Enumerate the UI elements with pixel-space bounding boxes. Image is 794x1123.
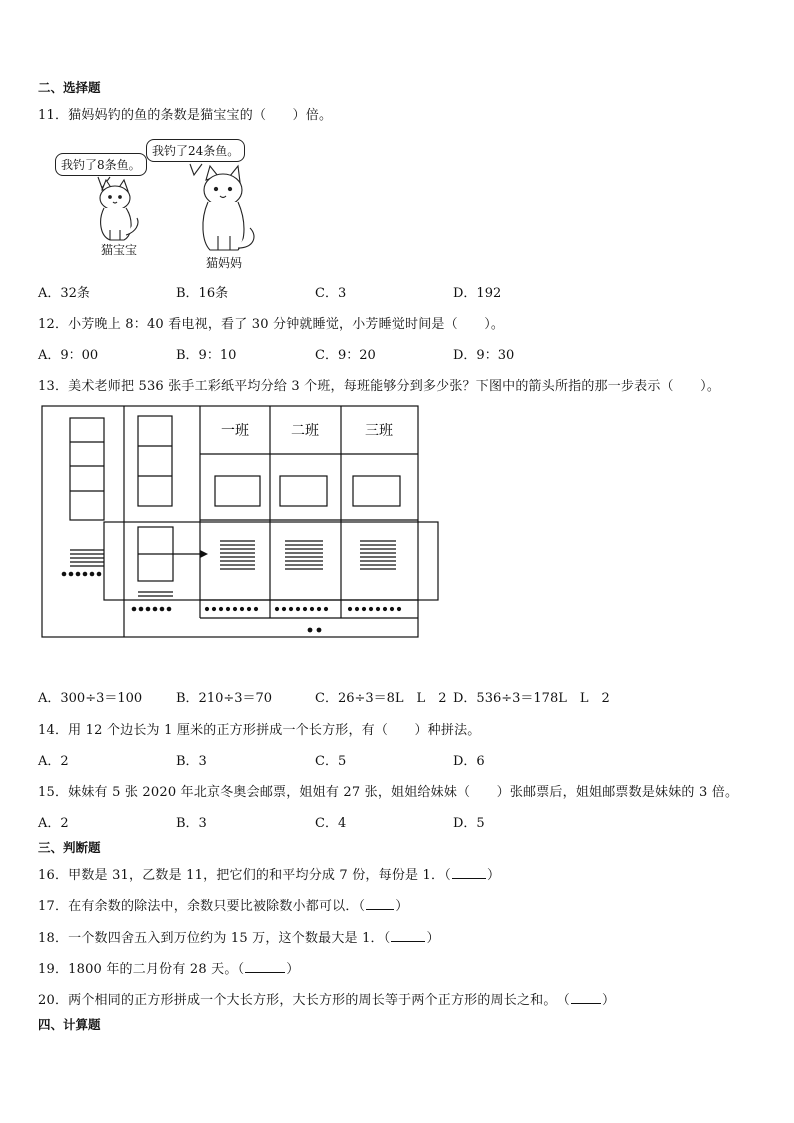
question-16 xyxy=(38,864,500,883)
kitten-speech-bubble: 我钓了8条鱼。 xyxy=(55,153,147,176)
question-18 xyxy=(38,927,440,946)
pointer-arrow-icon xyxy=(173,550,208,558)
class-header-1: 一班 xyxy=(221,423,249,439)
question-20-text: 20．两个相同的正方形拼成一个大长方形，大长方形的周长等于两个正方形的周长之和。 （ xyxy=(38,993,570,1008)
cats-drawing xyxy=(40,140,300,280)
answer-blank-17[interactable] xyxy=(366,897,394,910)
answer-blank-19[interactable] xyxy=(245,960,285,973)
question-19 xyxy=(38,958,299,977)
question-17-close: ） xyxy=(395,899,409,914)
q11-option-a: A．32条 xyxy=(38,286,90,301)
question-11-text: 11．猫妈妈钓的鱼的条数是猫宝宝的（ ）倍。 xyxy=(38,108,333,123)
question-16-text: 16．甲数是 31，乙数是 11，把它们的和平均分成 7 份，每份是 1．（ xyxy=(38,868,451,883)
division-diagram xyxy=(40,404,460,644)
question-20 xyxy=(38,989,615,1008)
section-heading-calculation: 四、计算题 xyxy=(38,1017,101,1032)
class-header-2: 二班 xyxy=(291,423,319,439)
question-20-close: ） xyxy=(601,993,616,1008)
question-17-text: 17．在有余数的除法中，余数只要比被除数小都可以．（ xyxy=(38,899,366,914)
q11-option-c: C．3 xyxy=(315,286,347,301)
q14-option-a: A．2 xyxy=(38,754,69,769)
q15-option-c: C．4 xyxy=(315,816,347,831)
q12-option-b: B．9：10 xyxy=(176,348,237,363)
kitten-label: 猫宝宝 xyxy=(101,243,138,257)
q13-option-c: C．26÷3＝8L L 2 xyxy=(315,691,447,706)
question-12-text: 12．小芳晚上 8：40 看电视，看了 30 分钟就睡觉，小芳睡觉时间是（ ）。 xyxy=(38,317,505,332)
answer-blank-20[interactable] xyxy=(571,991,601,1004)
q11-option-d: D．192 xyxy=(453,286,502,301)
q15-option-b: B．3 xyxy=(176,816,207,831)
question-19-text: 19．1800 年的二月份有 28 天。（ xyxy=(38,962,245,977)
answer-blank-16[interactable] xyxy=(452,866,486,879)
kitten-icon xyxy=(100,180,138,240)
mother-cat-speech-bubble: 我钓了24条鱼。 xyxy=(146,139,245,162)
class-header-3: 三班 xyxy=(365,423,393,439)
q12-option-a: A．9：00 xyxy=(38,348,99,363)
q13-option-a: A．300÷3＝100 xyxy=(38,691,143,706)
q14-option-b: B．3 xyxy=(176,754,207,769)
q12-option-d: D．9：30 xyxy=(453,348,515,363)
answer-blank-18[interactable] xyxy=(391,929,425,942)
mother-cat-icon xyxy=(203,166,254,250)
q14-option-c: C．5 xyxy=(315,754,347,769)
question-13-text: 13．美术老师把 536 张手工彩纸平均分给 3 个班，每班能够分到多少张？下图中的箭头所指的那一步表示（ ）。 xyxy=(38,379,721,394)
question-15-text: 15．妹妹有 5 张 2020 年北京冬奥会邮票，姐姐有 27 张，姐姐给妹妹（ ）张邮票后，姐姐邮票数是妹妹的 3 倍。 xyxy=(38,785,739,800)
question-19-close: ） xyxy=(286,962,300,977)
question-18-close: ） xyxy=(426,931,440,946)
question-18-text: 18．一个数四舍五入到万位约为 15 万，这个数最大是 1．（ xyxy=(38,931,391,946)
question-14-text: 14．用 12 个边长为 1 厘米的正方形拼成一个长方形，有（ ）种拼法。 xyxy=(38,723,481,738)
q13-option-b: B．210÷3＝70 xyxy=(176,691,273,706)
section-heading-judgement: 三、判断题 xyxy=(38,840,101,855)
q14-option-d: D．6 xyxy=(453,754,485,769)
question-17 xyxy=(38,895,408,914)
mother-cat-label: 猫妈妈 xyxy=(206,256,243,270)
section-heading-choice: 二、选择题 xyxy=(38,80,101,95)
q15-option-d: D．5 xyxy=(453,816,485,831)
q12-option-c: C．9：20 xyxy=(315,348,376,363)
q11-option-b: B．16条 xyxy=(176,286,229,301)
question-16-close: ） xyxy=(486,868,501,883)
q13-option-d: D．536÷3＝178L L 2 xyxy=(453,691,610,706)
q15-option-a: A．2 xyxy=(38,816,69,831)
